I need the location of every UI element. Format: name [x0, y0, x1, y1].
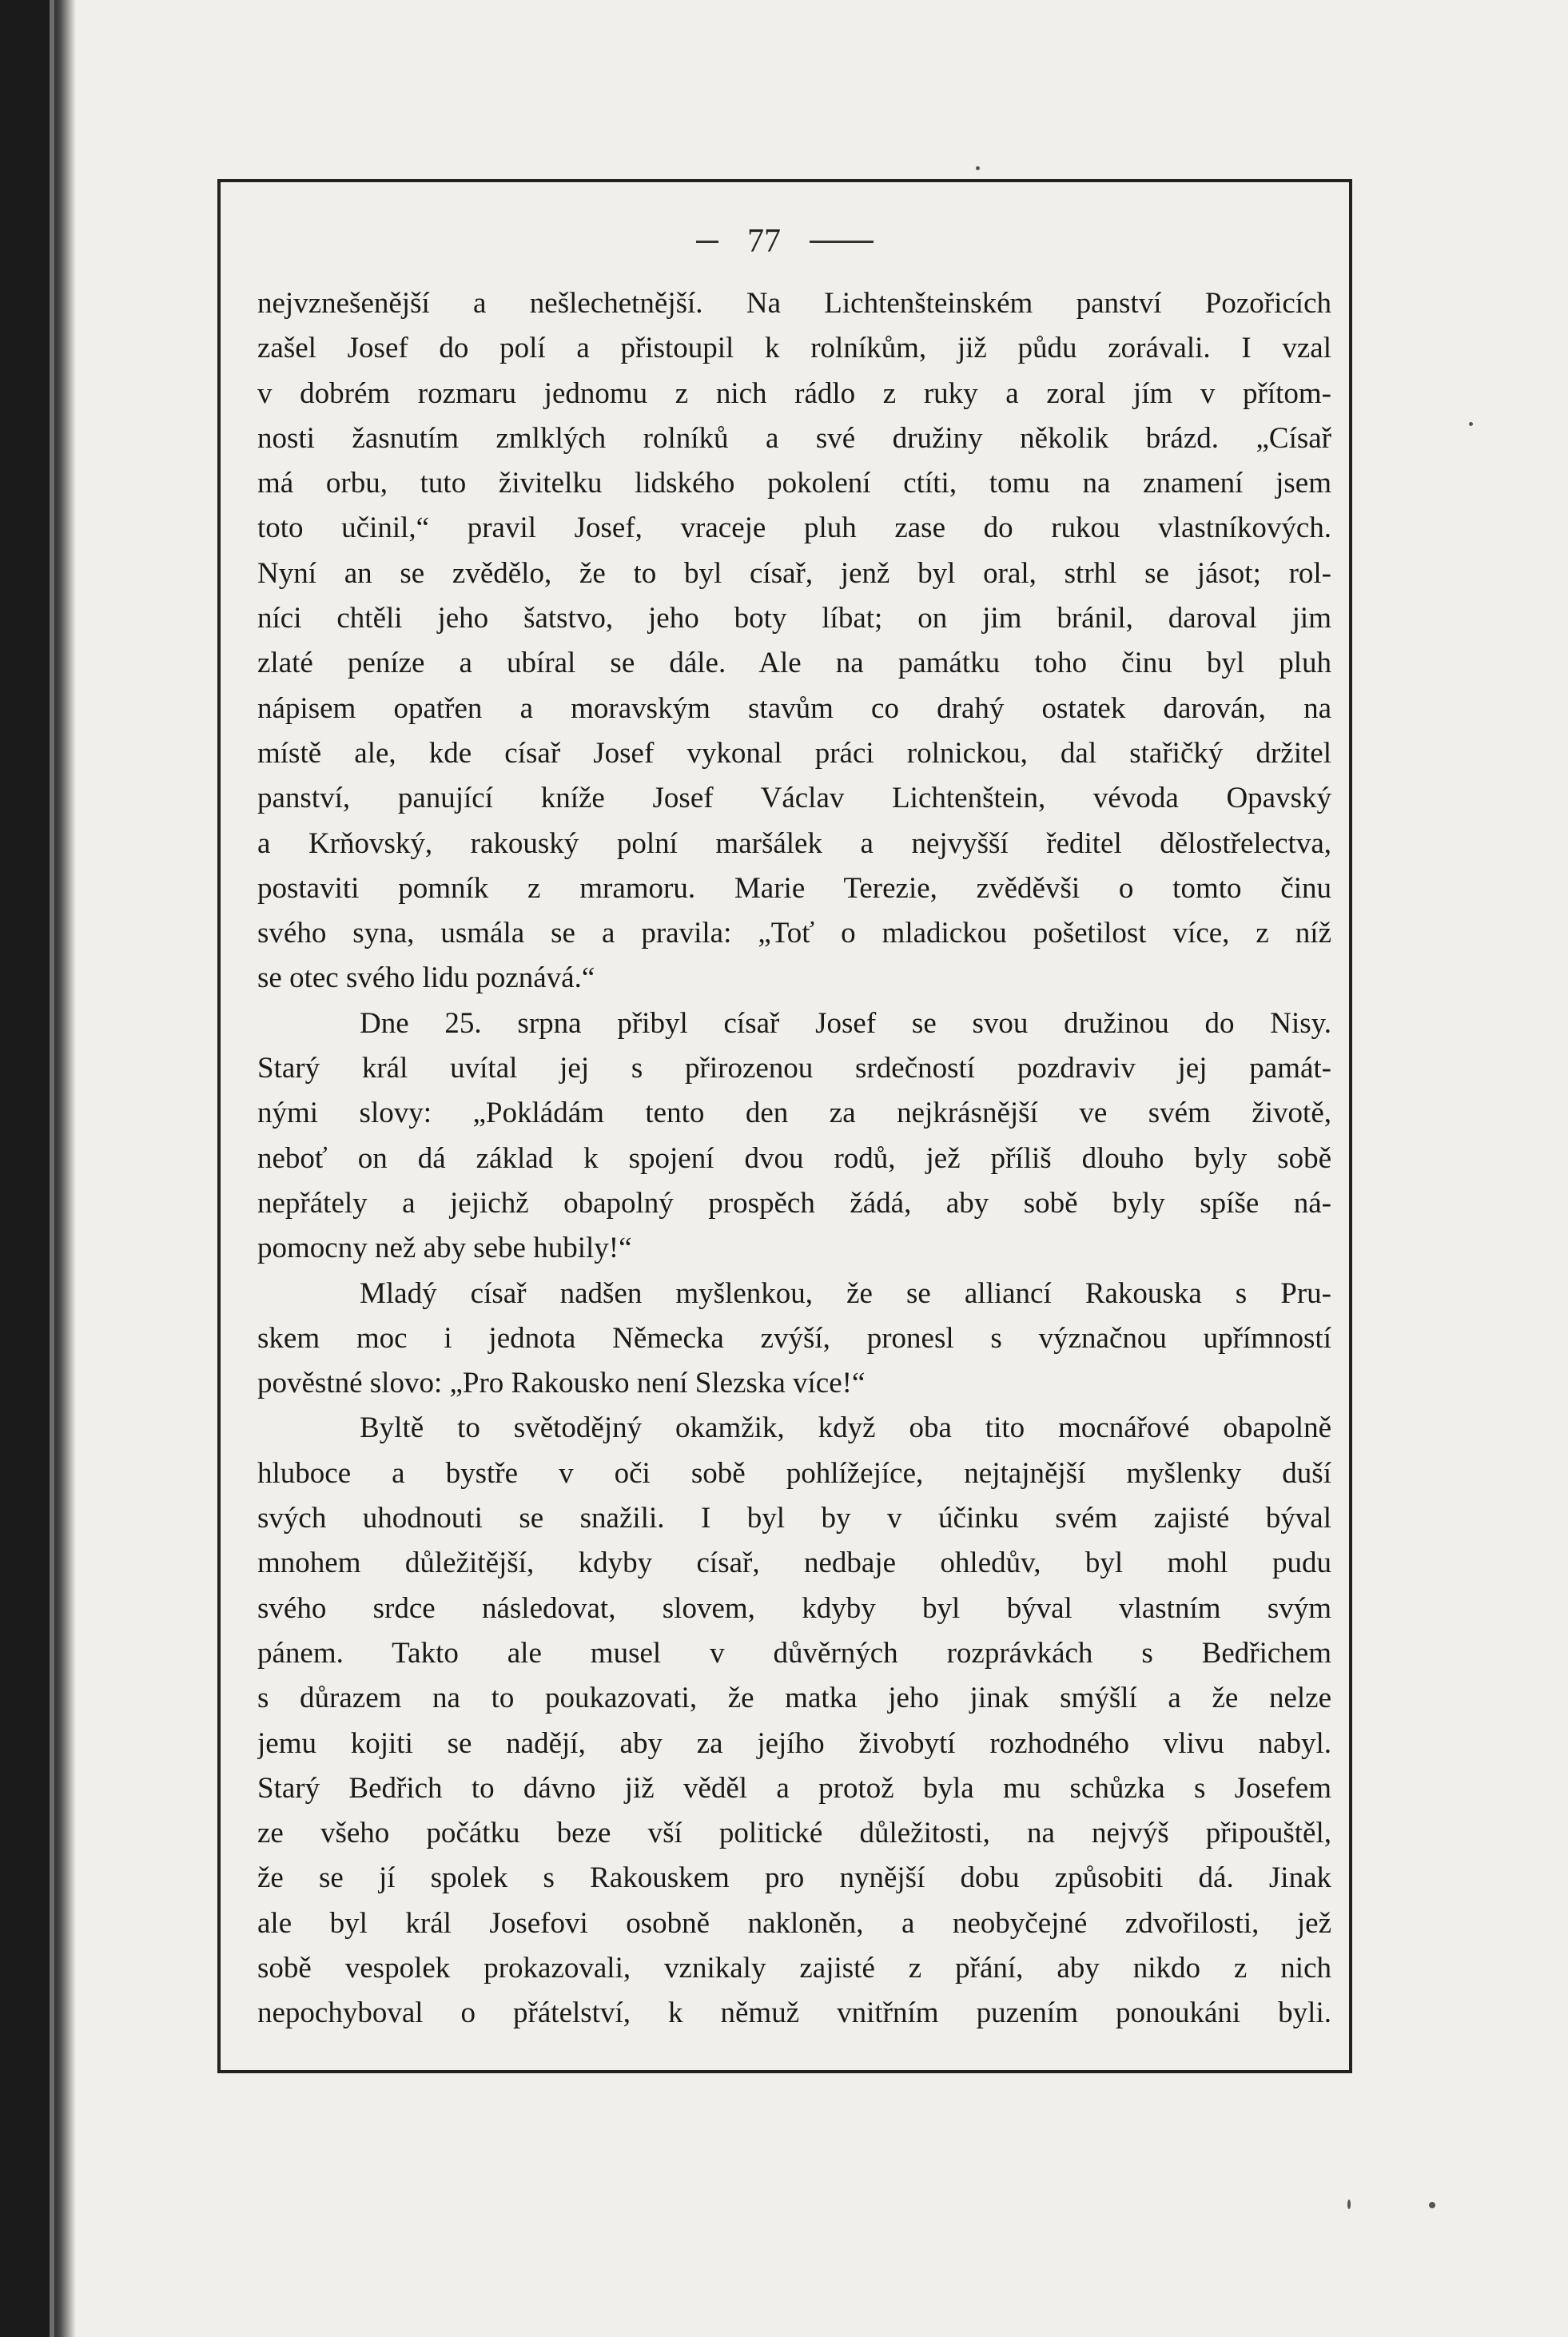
text-line: Mladý císař nadšen myšlenkou, že se alliancí Rakouska s Pru- [360, 1276, 1331, 1310]
text-line: nápisem opatřen a moravským stavům co drahý ostatek darován, na [257, 691, 1331, 725]
text-line: místě ale, kde císař Josef vykonal práci rolnickou, dal stařičký držitel [257, 736, 1331, 770]
text-line: jemu kojiti se nadějí, aby za jejího živobytí rozhodného vlivu nabyl. [257, 1726, 1331, 1760]
text-line: pánem. Takto ale musel v důvěrných rozprávkách s Bedřichem [257, 1636, 1331, 1670]
text-line: ze všeho počátku beze vší politické důležitosti, na nejvýš připouštěl, [257, 1817, 1331, 1850]
text-line: pověstné slovo: „Pro Rakousko není Slezska více!“ [257, 1367, 866, 1400]
text-line: Starý král uvítal jej s přirozenou srdečností pozdraviv jej památ- [257, 1052, 1331, 1085]
text-line: svých uhodnouti se snažili. I byl by v účinku svém zajisté býval [257, 1502, 1331, 1535]
text-line: a Krňovský, rakouský polní maršálek a nejvyšší ředitel dělostřelectva, [257, 826, 1331, 860]
text-line: skem moc i jednota Německa zvýší, pronesl s význačnou upřímností [257, 1321, 1331, 1355]
scan-speck [1347, 2200, 1351, 2209]
scan-gutter [0, 0, 76, 2337]
text-line: pomocny než aby sebe hubily!“ [257, 1232, 632, 1265]
text-line: má orbu, tuto živitelku lidského pokolení ctíti, tomu na znamení jsem [257, 467, 1331, 500]
text-line: svého srdce následovat, slovem, kdyby byl býval vlastním svým [257, 1591, 1331, 1625]
header-rule-right [810, 241, 874, 243]
scan-speck [976, 166, 980, 170]
text-line: sobě vespolek prokazovali, vznikaly zajisté z přání, aby nikdo z nich [257, 1951, 1331, 1985]
text-line: Starý Bedřich to dávno již věděl a protož byla mu schůzka s Josefem [257, 1771, 1331, 1805]
text-line: nými slovy: „Pokládám tento den za nejkrásnější ve svém životě, [257, 1097, 1331, 1130]
text-line: svého syna, usmála se a pravila: „Toť o mladickou pošetilost více, z níž [257, 917, 1331, 950]
header-rule-left [696, 241, 718, 243]
text-line: nepochyboval o přátelství, k němuž vnitřním puzením ponoukáni byli. [257, 1997, 1331, 2030]
text-line: Dne 25. srpna přibyl císař Josef se svou družinou do Nisy. [360, 1006, 1331, 1040]
text-line: nepřátely a jejichž obapolný prospěch žádá, aby sobě byly spíše ná- [257, 1186, 1331, 1220]
text-line: s důrazem na to poukazovati, že matka jeho jinak smýšlí a že nelze [257, 1682, 1331, 1715]
text-line: zlaté peníze a ubíral se dále. Ale na památku toho činu byl pluh [257, 647, 1331, 680]
text-line: zašel Josef do polí a přistoupil k rolníkům, již půdu zorávali. I vzal [257, 332, 1331, 365]
text-line: se otec svého lidu poznává.“ [257, 961, 595, 995]
text-line: že se jí spolek s Rakouskem pro nynější dobu způsobiti dá. Jinak [257, 1861, 1331, 1895]
text-line: ale byl král Josefovi osobně nakloněn, a neobyčejné zdvořilosti, jež [257, 1906, 1331, 1940]
text-line: Nyní an se zvědělo, že to byl císař, jenž byl oral, strhl se jásot; rol- [257, 556, 1331, 590]
scan-speck [1469, 422, 1473, 426]
text-line: níci chtěli jeho šatstvo, jeho boty líbat; on jim bránil, daroval jim [257, 602, 1331, 635]
text-line: Byltě to světodějný okamžik, když oba tito mocnářové obapolně [360, 1411, 1331, 1445]
text-line: neboť on dá základ k spojení dvou rodů, jež příliš dlouho byly sobě [257, 1141, 1331, 1175]
text-line: toto učinil,“ pravil Josef, vraceje pluh zase do rukou vlastníkových. [257, 512, 1331, 545]
text-line: panství, panující kníže Josef Václav Lichtenštein, vévoda Opavský [257, 782, 1331, 815]
text-line: v dobrém rozmaru jednomu z nich rádlo z ruky a zoral jím v přítom- [257, 376, 1331, 410]
binding-edge [50, 0, 54, 2337]
text-line: mnohem důležitější, kdyby císař, nedbaje ohledův, byl mohl pudu [257, 1547, 1331, 1580]
text-line: hluboce a bystře v oči sobě pohlížejíce, nejtajnější myšlenky duší [257, 1456, 1331, 1490]
page-number: 77 [747, 223, 781, 260]
page-header [217, 217, 1352, 265]
scan-speck [1429, 2202, 1435, 2208]
text-line: nosti žasnutím zmlklých rolníků a své družiny několik brázd. „Císař [257, 421, 1331, 455]
text-line: nejvznešenější a nešlechetnější. Na Lichtenšteinském panství Pozořicích [257, 287, 1331, 320]
body-text [257, 281, 1331, 2036]
text-line: postaviti pomník z mramoru. Marie Terezie, zvěděvši o tomto činu [257, 871, 1331, 905]
